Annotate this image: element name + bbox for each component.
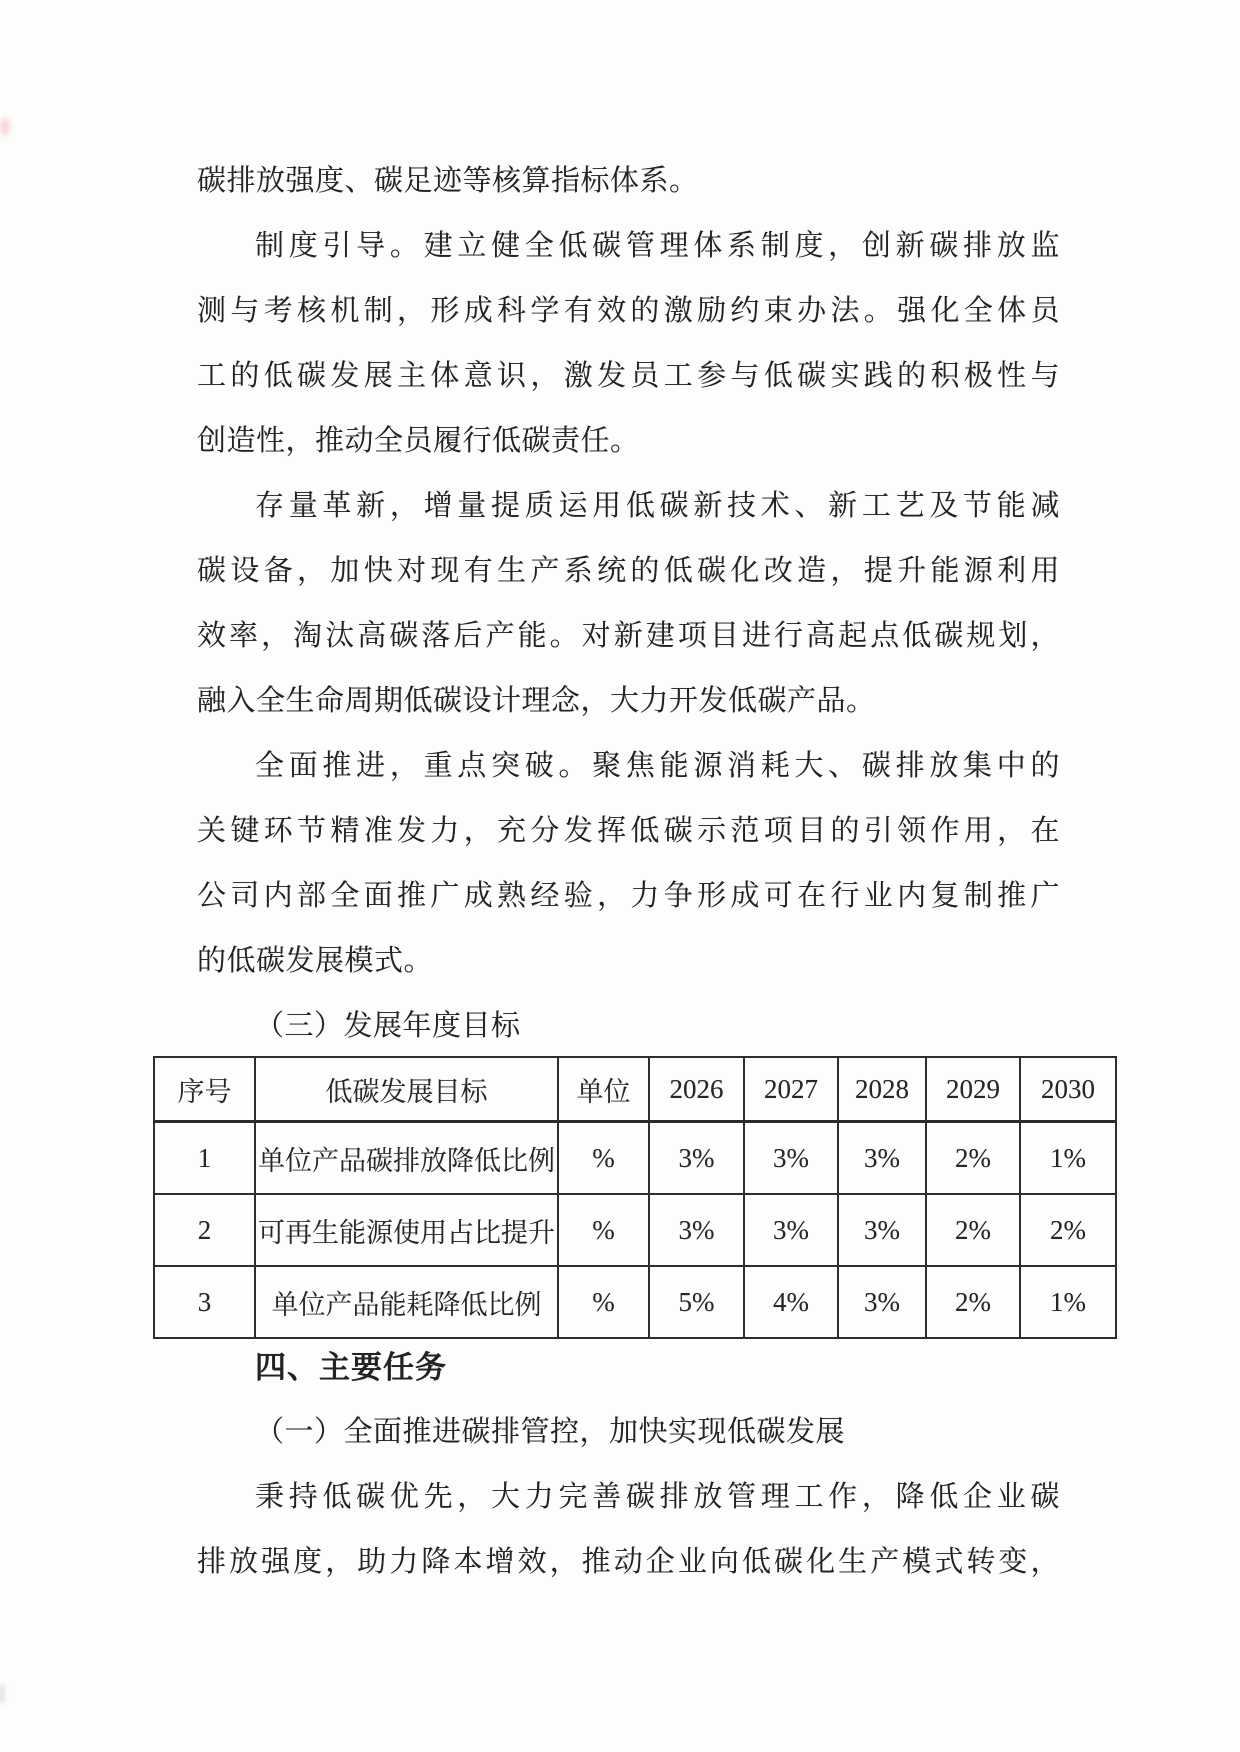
table-cell: 3% bbox=[649, 1194, 744, 1266]
scan-artifact-pink bbox=[0, 118, 10, 136]
table-cell: 3% bbox=[744, 1194, 838, 1266]
section-heading-annual-targets: （三）发展年度目标 bbox=[255, 1010, 521, 1042]
table-cell: 1% bbox=[1020, 1122, 1116, 1195]
table-cell: 3% bbox=[838, 1266, 926, 1338]
table-cell: % bbox=[558, 1122, 649, 1195]
table-header-cell: 2029 bbox=[926, 1057, 1020, 1122]
paragraph-line: 碳排放强度、碳足迹等核算指标体系。 bbox=[197, 165, 699, 197]
main-tasks-block bbox=[197, 1335, 1060, 1595]
table-header-cell: 2026 bbox=[649, 1057, 744, 1122]
table-cell: 1% bbox=[1020, 1266, 1116, 1338]
paragraph-line: 的低碳发展模式。 bbox=[197, 945, 434, 977]
paragraph-line: 工的低碳发展主体意识，激发员工参与低碳实践的积极性与 bbox=[197, 360, 1060, 392]
table-header-row bbox=[154, 1057, 1116, 1122]
paragraph-line: 效率，淘汰高碳落后产能。对新建项目进行高起点低碳规划， bbox=[197, 620, 1060, 652]
table-row bbox=[154, 1194, 1116, 1266]
paragraph-line: 碳设备，加快对现有生产系统的低碳化改造，提升能源利用 bbox=[197, 555, 1060, 587]
paragraph-line: 测与考核机制，形成科学有效的激励约束办法。强化全体员 bbox=[197, 295, 1060, 327]
table-cell: 2 bbox=[154, 1194, 255, 1266]
table-row bbox=[154, 1266, 1116, 1338]
table-header-cell: 2027 bbox=[744, 1057, 838, 1122]
table-cell: 1 bbox=[154, 1122, 255, 1195]
paragraph-line: 融入全生命周期低碳设计理念，大力开发低碳产品。 bbox=[197, 685, 876, 717]
section-heading-main-tasks: 四、主要任务 bbox=[255, 1350, 447, 1385]
table-cell: 2% bbox=[926, 1266, 1020, 1338]
table-cell: 3% bbox=[744, 1122, 838, 1195]
table-cell: 3 bbox=[154, 1266, 255, 1338]
paragraph-line: 公司内部全面推广成熟经验，力争形成可在行业内复制推广 bbox=[197, 880, 1060, 912]
paragraph-line: 创造性，推动全员履行低碳责任。 bbox=[197, 425, 640, 457]
paragraph-line: 排放强度，助力降本增效，推动企业向低碳化生产模式转变， bbox=[197, 1546, 1060, 1578]
paragraph-line: 存量革新，增量提质运用低碳新技术、新工艺及节能减 bbox=[255, 490, 1060, 522]
table-header-cell: 2030 bbox=[1020, 1057, 1116, 1122]
table-header-cell: 2028 bbox=[838, 1057, 926, 1122]
paragraph-line: 制度引导。建立健全低碳管理体系制度，创新碳排放监 bbox=[255, 230, 1060, 262]
annual-targets-table bbox=[153, 1056, 1117, 1339]
paragraph-line: 秉持低碳优先，大力完善碳排放管理工作，降低企业碳 bbox=[255, 1481, 1060, 1513]
paragraph-line: 全面推进，重点突破。聚焦能源消耗大、碳排放集中的 bbox=[255, 750, 1060, 782]
table-header-cell: 序号 bbox=[154, 1057, 255, 1122]
table-cell: 3% bbox=[838, 1122, 926, 1195]
table-cell: 3% bbox=[649, 1122, 744, 1195]
paragraph-line: 关键环节精准发力，充分发挥低碳示范项目的引领作用，在 bbox=[197, 815, 1060, 847]
table-cell: 单位产品能耗降低比例 bbox=[255, 1266, 558, 1338]
table-cell: 3% bbox=[838, 1194, 926, 1266]
table-cell: 可再生能源使用占比提升 bbox=[255, 1194, 558, 1266]
table-cell: % bbox=[558, 1194, 649, 1266]
subsection-heading-carbon-control: （一）全面推进碳排管控，加快实现低碳发展 bbox=[255, 1416, 846, 1448]
scan-artifact-gray bbox=[0, 1685, 4, 1703]
table-cell: % bbox=[558, 1266, 649, 1338]
table-row bbox=[154, 1122, 1116, 1195]
table-cell: 5% bbox=[649, 1266, 744, 1338]
body-text-block bbox=[197, 149, 1060, 1059]
table-cell: 2% bbox=[926, 1122, 1020, 1195]
table-cell: 4% bbox=[744, 1266, 838, 1338]
table-cell: 2% bbox=[926, 1194, 1020, 1266]
table-header-cell: 单位 bbox=[558, 1057, 649, 1122]
table-header-cell: 低碳发展目标 bbox=[255, 1057, 558, 1122]
table-cell: 单位产品碳排放降低比例 bbox=[255, 1122, 558, 1195]
table-cell: 2% bbox=[1020, 1194, 1116, 1266]
